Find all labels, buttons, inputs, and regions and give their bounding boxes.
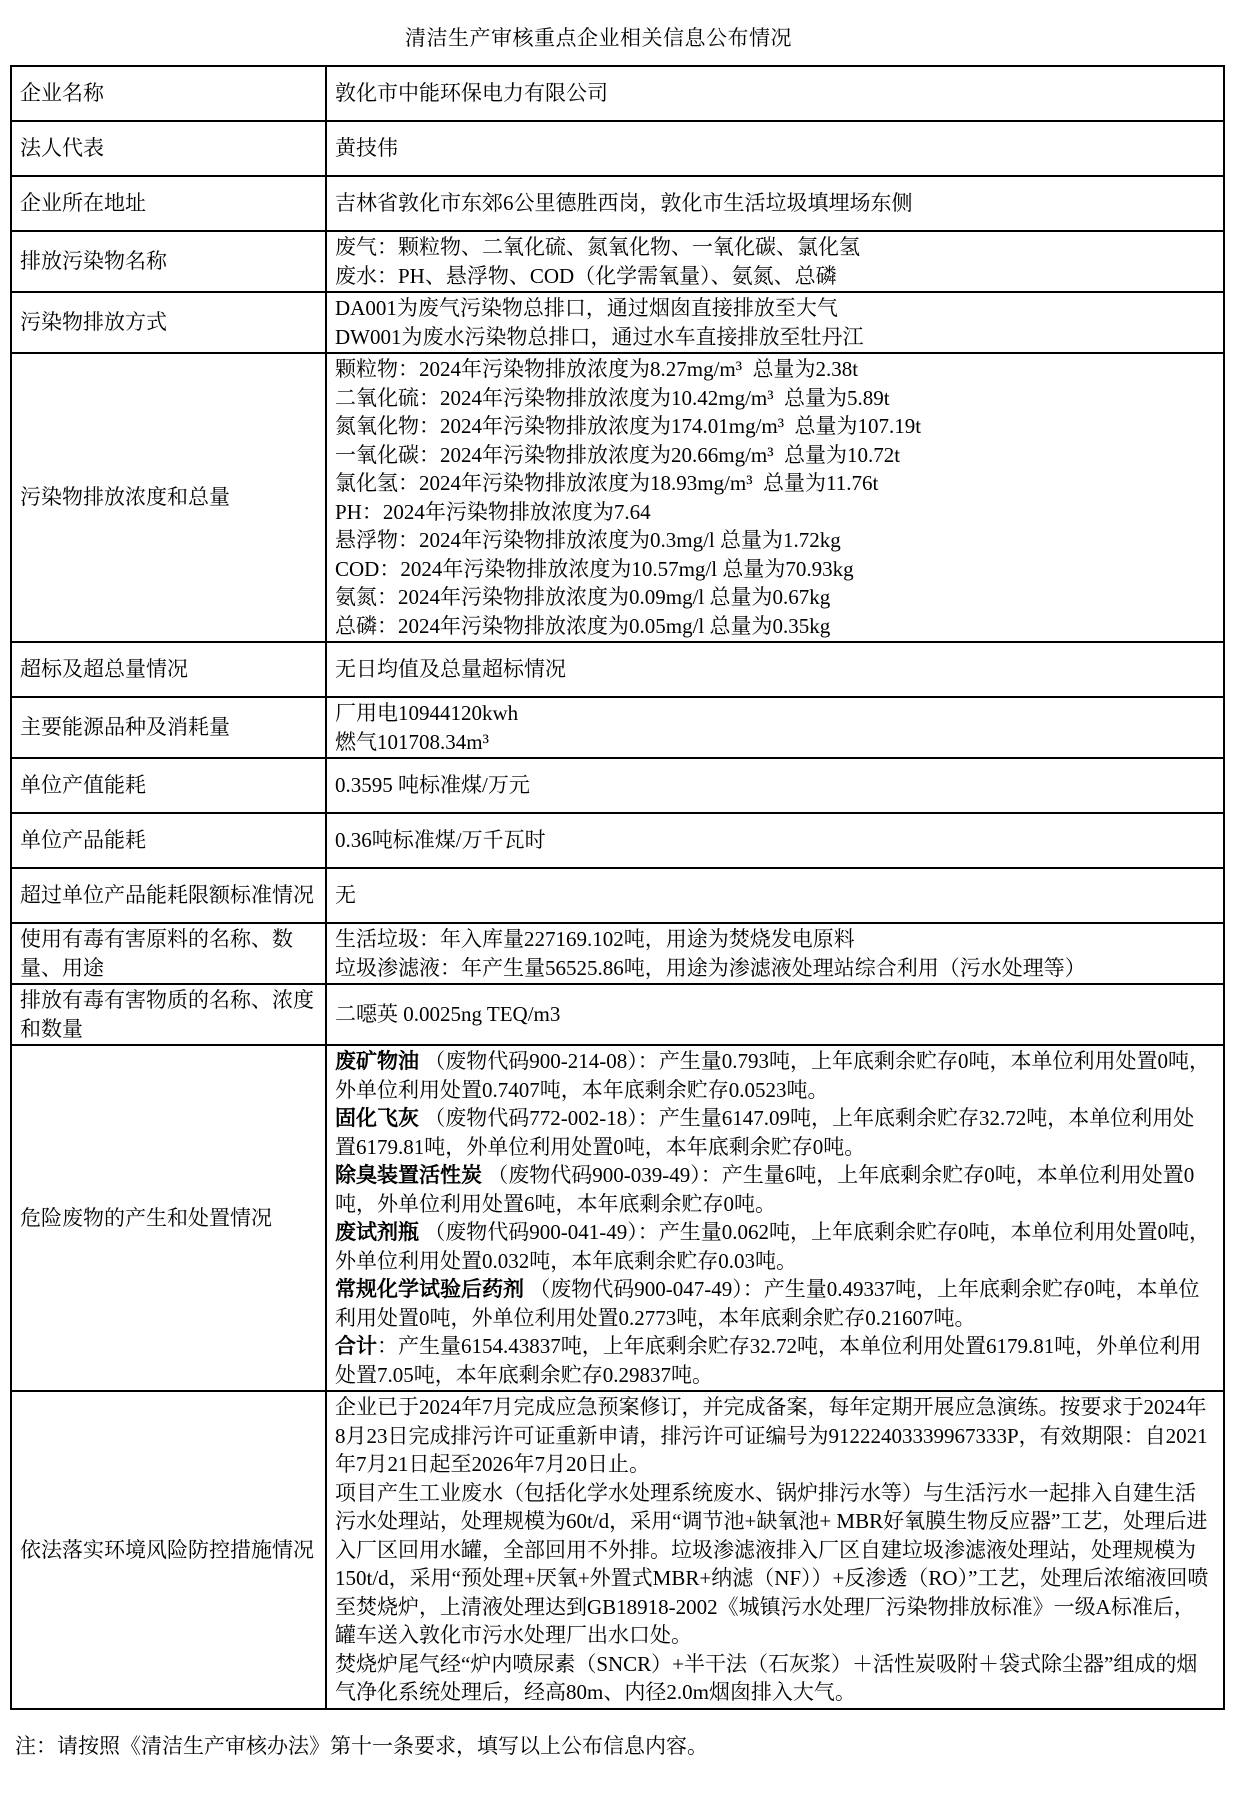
value-line: 废气：颗粒物、二氧化硫、氮氧化物、一氧化碳、氯化氢 <box>335 235 860 259</box>
row-value <box>326 292 1224 353</box>
row-label: 污染物排放浓度和总量 <box>11 353 326 642</box>
row-label: 主要能源品种及消耗量 <box>11 697 326 758</box>
table-row <box>11 231 1224 292</box>
value-line: 0.3595 吨标准煤/万元 <box>335 773 530 798</box>
row-label: 使用有毒有害原料的名称、数量、用途 <box>11 923 326 984</box>
table-row <box>11 292 1224 353</box>
value-line: 二噁英 0.0025ng TEQ/m3 <box>335 1002 561 1027</box>
value-line: 生活垃圾：年入库量227169.102吨，用途为焚烧发电原料 <box>335 927 855 951</box>
row-label: 超过单位产品能耗限额标准情况 <box>11 868 326 923</box>
row-value <box>326 868 1224 923</box>
table-row <box>11 697 1224 758</box>
row-value <box>326 121 1224 176</box>
value-line: 氮氧化物：2024年污染物排放浓度为174.01mg/m³ 总量为107.19t <box>335 414 922 438</box>
info-table <box>10 65 1225 1710</box>
row-value <box>326 1045 1224 1391</box>
value-line: 常规化学试验后药剂 （废物代码900-047-49）：产生量0.49337吨，上年底剩余贮存0吨，本单位利用处置0吨，外单位利用处置0.2773吨，本年底剩余贮存0.21607吨。 <box>335 1277 1200 1330</box>
value-line: 废水：PH、悬浮物、COD（化学需氧量）、氨氮、总磷 <box>335 263 837 288</box>
table-row <box>11 66 1224 121</box>
value-line: 氯化氢：2024年污染物排放浓度为18.93mg/m³ 总量为11.76t <box>335 471 879 495</box>
waste-name: 除臭装置活性炭 <box>335 1163 482 1187</box>
value-line: 燃气101708.34m³ <box>335 729 489 754</box>
value-line: 垃圾渗滤液：年产生量56525.86吨，用途为渗滤液处理站综合利用（污水处理等） <box>335 955 1086 980</box>
row-value <box>326 1391 1224 1709</box>
value-line: 厂用电10944120kwh <box>335 701 519 725</box>
value-line: COD：2024年污染物排放浓度为10.57mg/l 总量为70.93kg <box>335 556 854 581</box>
table-row <box>11 758 1224 813</box>
value-line: 项目产生工业废水（包括化学水处理系统废水、锅炉排污水等）与生活污水一起排入自建生活污水处理站，处理规模为60t/d，采用“调节池+缺氧池+ MBR好氧膜生物反应器”工艺，处理后进入厂区回用水罐，全部回用不外排。垃圾渗滤液排入厂区自建垃圾渗滤液处理站，处理规模为150t/d，采用“预处理+厌氧+外置式MBR+纳滤（NF））+反渗透（RO）”工艺，处理后浓缩液回喷至焚烧炉，上清液处理达到GB18918-2002《城镇污水处理厂污染物排放标准》一级A标准后，罐车送入敦化市污水处理厂出水口处。 <box>335 1480 1209 1647</box>
row-value <box>326 697 1224 758</box>
row-value <box>326 923 1224 984</box>
value-line: 悬浮物：2024年污染物排放浓度为0.3mg/l 总量为1.72kg <box>335 528 841 552</box>
row-value <box>326 984 1224 1045</box>
table-row <box>11 868 1224 923</box>
row-label: 排放污染物名称 <box>11 231 326 292</box>
value-line: 总磷：2024年污染物排放浓度为0.05mg/l 总量为0.35kg <box>335 613 831 638</box>
row-label: 单位产品能耗 <box>11 813 326 868</box>
value-line: 合计：产生量6154.43837吨，上年底剩余贮存32.72吨，本单位利用处置6179.81吨，外单位利用处置7.05吨，本年底剩余贮存0.29837吨。 <box>335 1334 1202 1387</box>
row-label: 依法落实环境风险防控措施情况 <box>11 1391 326 1709</box>
footer-note: 注：请按照《清洁生产审核办法》第十一条要求，填写以上公布信息内容。 <box>15 1733 708 1758</box>
value-line: 无 <box>335 883 356 908</box>
value-line: 废矿物油 （废物代码900-214-08）：产生量0.793吨，上年底剩余贮存0吨，本单位利用处置0吨，外单位利用处置0.7407吨，本年底剩余贮存0.0523吨。 <box>335 1049 1210 1102</box>
row-label: 污染物排放方式 <box>11 292 326 353</box>
page-title: 清洁生产审核重点企业相关信息公布情况 <box>405 26 792 50</box>
row-value <box>326 231 1224 292</box>
value-line: 无日均值及总量超标情况 <box>335 657 566 682</box>
value-line: 敦化市中能环保电力有限公司 <box>335 81 608 106</box>
value-line: 一氧化碳：2024年污染物排放浓度为20.66mg/m³ 总量为10.72t <box>335 442 901 467</box>
row-value <box>326 758 1224 813</box>
value-line: 0.36吨标准煤/万千瓦时 <box>335 828 546 853</box>
table-row <box>11 1045 1224 1391</box>
row-label: 单位产值能耗 <box>11 758 326 813</box>
row-value <box>326 66 1224 121</box>
value-line: 废试剂瓶 （废物代码900-041-49）：产生量0.062吨，上年底剩余贮存0吨，本单位利用处置0吨，外单位利用处置0.032吨，本年底剩余贮存0.03吨。 <box>335 1220 1210 1273</box>
row-value <box>326 176 1224 231</box>
row-label: 企业所在地址 <box>11 176 326 231</box>
value-line: 吉林省敦化市东郊6公里德胜西岗，敦化市生活垃圾填埋场东侧 <box>335 191 913 216</box>
waste-name: 废矿物油 <box>335 1049 419 1073</box>
value-line: PH：2024年污染物排放浓度为7.64 <box>335 499 651 524</box>
value-line: DW001为废水污染物总排口，通过水车直接排放至牡丹江 <box>335 324 864 349</box>
value-line: 黄技伟 <box>335 136 398 161</box>
table-row <box>11 642 1224 697</box>
row-label: 企业名称 <box>11 66 326 121</box>
table-row <box>11 353 1224 642</box>
value-line: 颗粒物：2024年污染物排放浓度为8.27mg/m³ 总量为2.38t <box>335 357 859 381</box>
value-line: 二氧化硫：2024年污染物排放浓度为10.42mg/m³ 总量为5.89t <box>335 385 890 410</box>
row-value <box>326 642 1224 697</box>
value-line: 固化飞灰 （废物代码772-002-18）：产生量6147.09吨，上年底剩余贮存32.72吨，本单位利用处置6179.81吨，外单位利用处置0吨，本年底剩余贮存0吨。 <box>335 1106 1195 1159</box>
waste-name: 合计 <box>335 1334 377 1358</box>
row-label: 超标及超总量情况 <box>11 642 326 697</box>
table-row <box>11 923 1224 984</box>
value-line: 焚烧炉尾气经“炉内喷尿素（SNCR）+半干法（石灰浆）＋活性炭吸附＋袋式除尘器”组成的烟气净化系统处理后，经高80m、内径2.0m烟囱排入大气。 <box>335 1651 1198 1704</box>
value-line: DA001为废气污染物总排口，通过烟囱直接排放至大气 <box>335 296 838 320</box>
row-value <box>326 353 1224 642</box>
waste-name: 固化飞灰 <box>335 1106 419 1130</box>
table-row <box>11 1391 1224 1709</box>
value-line: 企业已于2024年7月完成应急预案修订，并完成备案，每年定期开展应急演练。按要求于2024年8月23日完成排污许可证重新申请，排污许可证编号为91222403339967333P，有效期限：自2021年7月21日起至2026年7月20日止。 <box>335 1395 1208 1476</box>
row-label: 法人代表 <box>11 121 326 176</box>
table-row <box>11 121 1224 176</box>
waste-name: 常规化学试验后药剂 <box>335 1277 524 1301</box>
table-row <box>11 813 1224 868</box>
waste-name: 废试剂瓶 <box>335 1220 419 1244</box>
info-table-body <box>11 66 1224 1709</box>
row-value <box>326 813 1224 868</box>
row-label: 排放有毒有害物质的名称、浓度和数量 <box>11 984 326 1045</box>
value-line: 除臭装置活性炭 （废物代码900-039-49）：产生量6吨，上年底剩余贮存0吨，本单位利用处置0吨，外单位利用处置6吨，本年底剩余贮存0吨。 <box>335 1163 1195 1216</box>
table-row <box>11 176 1224 231</box>
table-row <box>11 984 1224 1045</box>
value-line: 氨氮：2024年污染物排放浓度为0.09mg/l 总量为0.67kg <box>335 585 831 609</box>
row-label: 危险废物的产生和处置情况 <box>11 1045 326 1391</box>
